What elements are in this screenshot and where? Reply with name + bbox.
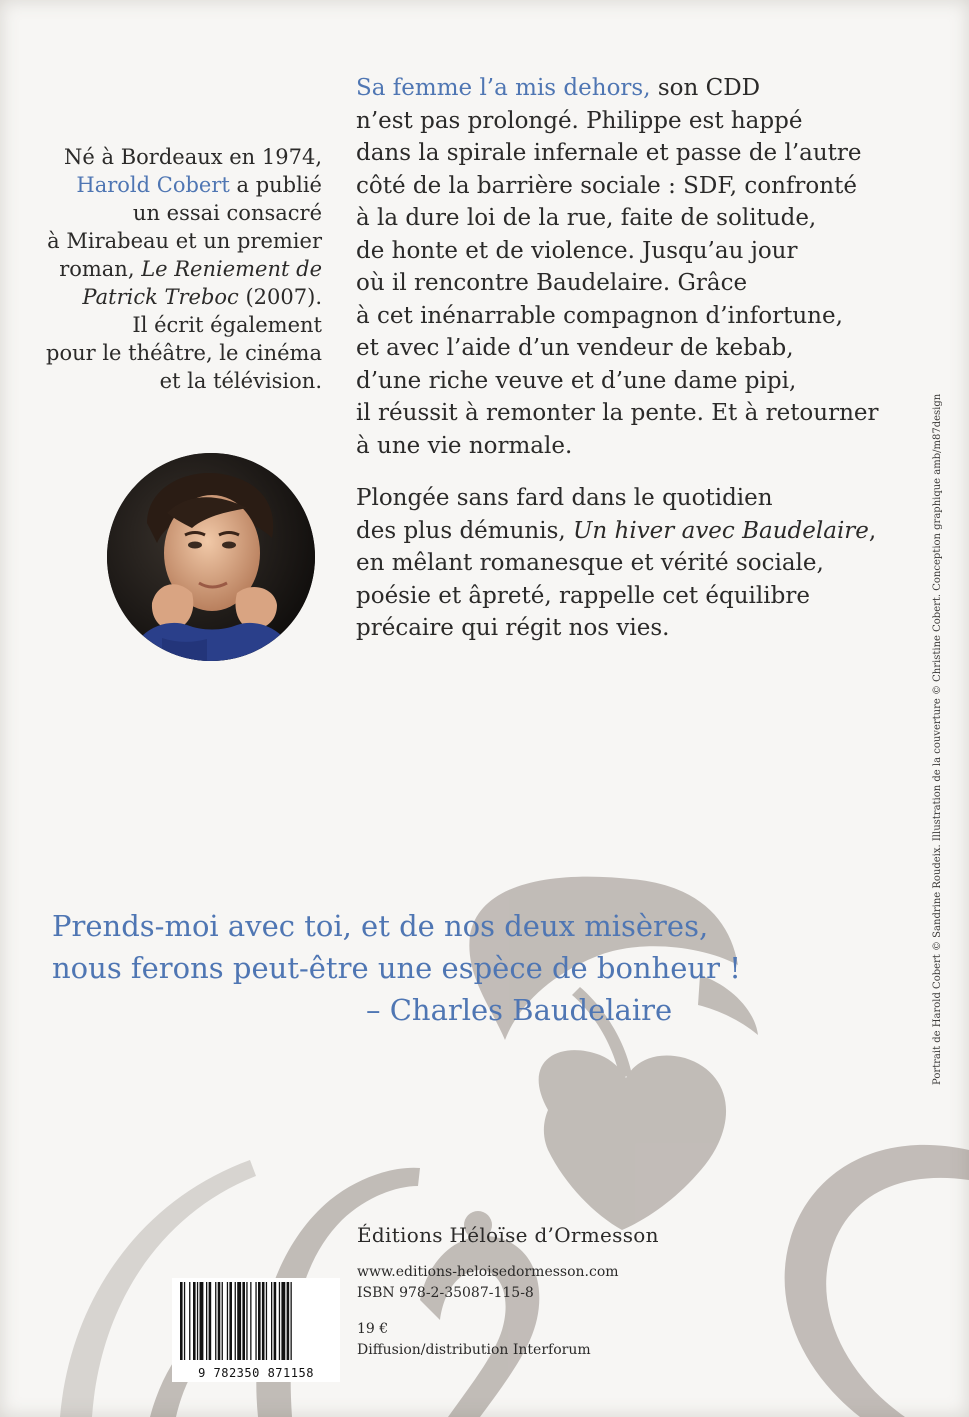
barcode-bar — [291, 1282, 292, 1360]
price: 19 € — [357, 1321, 389, 1337]
blurb-line — [356, 515, 896, 548]
author-bio — [30, 143, 322, 395]
quote-author: – Charles Baudelaire — [366, 993, 673, 1027]
barcode-bar — [266, 1282, 267, 1360]
barcode-bar — [197, 1282, 198, 1360]
blurb-line: il réussit à remonter la pente. Et à retourner — [356, 400, 879, 426]
blurb-text: , — [868, 517, 877, 544]
previous-novel-title: Patrick Treboc — [82, 285, 239, 309]
barcode-bar — [218, 1282, 221, 1360]
barcode-bar — [271, 1282, 272, 1360]
blurb-line — [356, 72, 896, 105]
barcode-bar — [274, 1282, 277, 1360]
bio-line: et la télévision. — [159, 369, 322, 393]
bio-line: un essai consacré — [132, 201, 322, 225]
barcode-bar — [229, 1282, 232, 1360]
portrait-illustration — [107, 453, 315, 661]
blurb-line: à une vie normale. — [356, 432, 573, 459]
baudelaire-quote — [52, 905, 832, 1031]
quote-line: Prends-moi avec toi, et de nos deux misères, — [52, 909, 709, 943]
publisher-website: www.editions-heloisedormesson.com — [357, 1264, 619, 1280]
barcode-bar — [206, 1282, 207, 1360]
barcode-bar — [281, 1282, 285, 1360]
bio-line: à Mirabeau et un premier — [47, 229, 322, 253]
bio-line — [30, 171, 322, 199]
blurb-paragraph-2 — [356, 482, 896, 645]
blurb-line: n’est pas prolongé. Philippe est happé — [356, 107, 803, 134]
blurb-line: et avec l’aide d’un vendeur de kebab, — [356, 335, 794, 361]
blurb-line: de honte et de violence. Jusqu’au jour — [356, 237, 798, 264]
book-title: Un hiver avec Baudelaire — [573, 517, 869, 544]
publisher-info — [357, 1262, 757, 1361]
blurb-line: poésie et âpreté, rappelle cet équilibre — [356, 582, 810, 609]
barcode-digits: 9 782350 871158 — [198, 1366, 314, 1380]
barcode-bar — [237, 1282, 241, 1360]
barcode-bar — [209, 1282, 212, 1360]
cover-credits: Portrait de Harold Cobert © Sandrine Roudeix. Illustration de la couverture © Christine Cobert. Conception graphique amb/m87design — [932, 393, 943, 1085]
bio-text: roman, — [59, 257, 142, 281]
blurb-text: des plus démunis, — [356, 517, 574, 544]
author-portrait — [107, 453, 315, 661]
bio-text: a publié — [229, 173, 322, 197]
barcode-bar — [193, 1282, 196, 1360]
barcode-bar — [215, 1282, 216, 1360]
blurb-line: à la dure loi de la rue, faite de solitude, — [356, 205, 817, 231]
barcode-bar — [255, 1282, 256, 1360]
barcode-bar — [242, 1282, 245, 1360]
bio-text: (2007). — [238, 285, 322, 309]
barcode-bar — [222, 1282, 223, 1360]
isbn-barcode — [172, 1278, 340, 1382]
blurb-line: côté de la barrière sociale : SDF, confronté — [356, 172, 857, 199]
blurb-text: son CDD — [650, 75, 761, 101]
previous-novel-title: Le Reniement de — [141, 257, 322, 281]
blurb-line: à cet inénarrable compagnon d’infortune, — [356, 302, 843, 329]
blurb-line: où il rencontre Baudelaire. Grâce — [356, 270, 748, 296]
spacer — [357, 1304, 757, 1319]
barcode-bar — [184, 1282, 185, 1360]
barcode-bar — [258, 1282, 261, 1360]
author-name: Harold Cobert — [76, 173, 230, 197]
publisher-name: Éditions Héloïse d’Ormesson — [357, 1223, 659, 1247]
blurb-line: précaire qui régit nos vies. — [356, 615, 670, 641]
quote-line: nous ferons peut-être une espèce de bonheur ! — [52, 951, 741, 985]
barcode-bar — [246, 1282, 247, 1360]
barcode-bar — [250, 1282, 251, 1360]
barcode-bar — [287, 1282, 290, 1360]
barcode-bar — [200, 1282, 204, 1360]
barcode-bars — [172, 1278, 340, 1364]
barcode-bar — [279, 1282, 280, 1360]
blurb-line: en mêlant romanesque et vérité sociale, — [356, 550, 824, 576]
barcode-bar — [227, 1282, 228, 1360]
blurb-line: Plongée sans fard dans le quotidien — [356, 485, 773, 511]
blurb-line: d’une riche veuve et d’une dame pipi, — [356, 367, 797, 394]
bio-line — [30, 283, 322, 311]
distribution: Diffusion/distribution Interforum — [357, 1342, 591, 1358]
bio-line: Il écrit également — [132, 313, 322, 337]
bio-line — [30, 255, 322, 283]
bio-line: Né à Bordeaux en 1974, — [64, 145, 322, 169]
blurb-line: dans la spirale infernale et passe de l’autre — [356, 140, 862, 166]
book-blurb — [356, 72, 896, 645]
blurb-lead: Sa femme l’a mis dehors, — [356, 75, 651, 101]
barcode-bar — [262, 1282, 265, 1360]
barcode-bar — [235, 1282, 236, 1360]
isbn: ISBN 978-2-35087-115-8 — [357, 1285, 534, 1301]
bio-line: pour le théâtre, le cinéma — [46, 341, 322, 365]
barcode-bar — [189, 1282, 190, 1360]
barcode-bar — [180, 1282, 183, 1360]
